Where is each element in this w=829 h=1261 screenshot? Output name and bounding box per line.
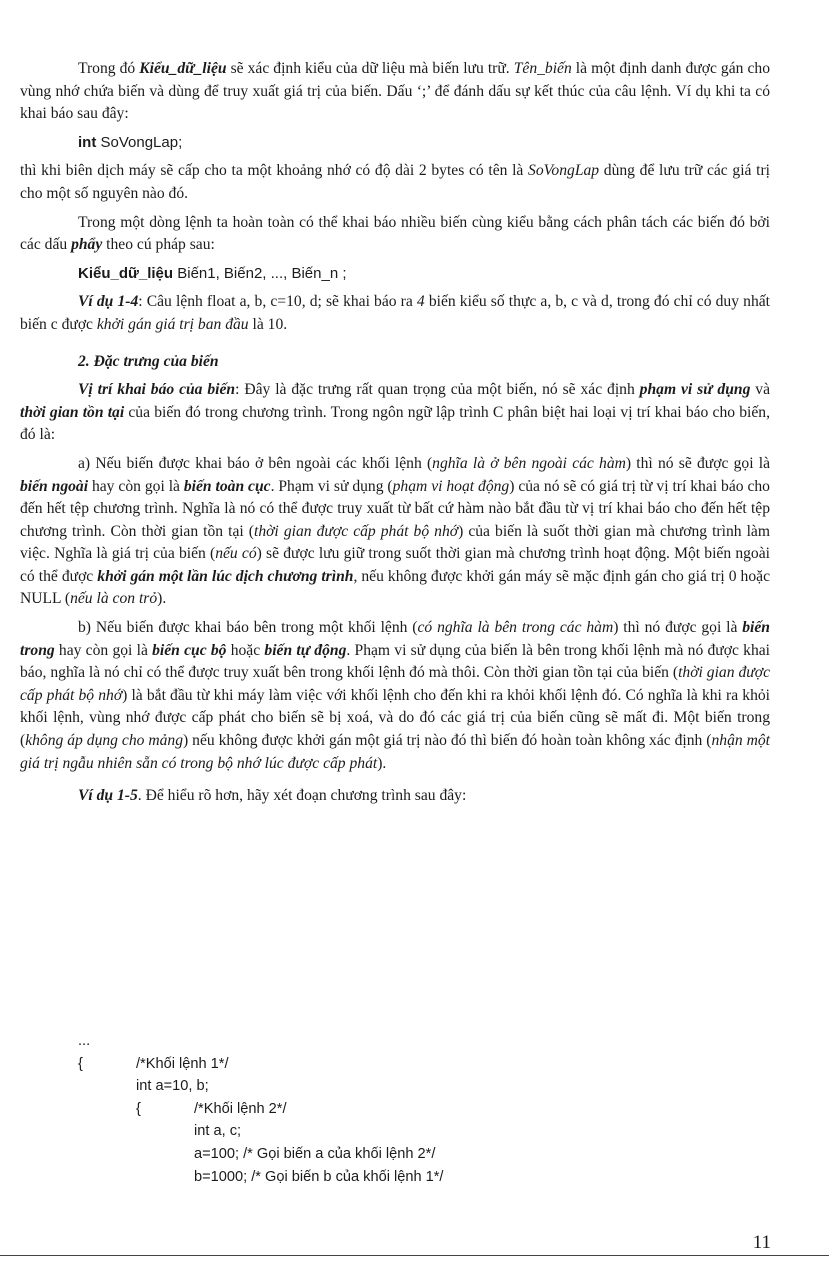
- code-line: b=1000; /* Gọi biến b của khối lệnh 1*/: [194, 1168, 444, 1185]
- code-line: a=100; /* Gọi biến a của khối lệnh 2*/: [194, 1145, 436, 1162]
- section-heading: 2. Đặc trưng của biến: [78, 352, 219, 370]
- paragraph-example-1-5: Ví dụ 1-5. Để hiểu rõ hơn, hãy xét đoạn chương trình sau đây:: [78, 787, 467, 805]
- footer-rule: [0, 1255, 829, 1256]
- code-example-int: int SoVongLap;: [78, 133, 183, 151]
- page-number: 11: [752, 1232, 771, 1253]
- example-label: Ví dụ 1-4: [78, 293, 139, 311]
- paragraph-global-variable: a) Nếu biến được khai báo ở bên ngoài các khối lệnh (nghĩa là ở bên ngoài các hàm) thì nó sẽ được gọi là biến ngoài hay còn gọi là biến toàn cục. Phạm vi sử dụng (phạm vi hoạt động) của nó sẽ có giá trị từ vị trí khai báo cho đến hết tệp chương trình. Nghĩa là nó có thể được truy xuất từ bất cứ hàm nào bắt đầu từ vị trí khai báo cho đến hết tệp chương trình. Còn thời gian tồn tại (thời gian được cấp phát bộ nhớ) của biến là suốt thời gian mà chương trình làm việc. Nghĩa là giá trị của biến (nếu có) sẽ được lưu giữ trong suốt thời gian mà chương trình hoạt động. Một biến ngoài có thể được khởi gán một lần lúc dịch chương trình, nếu không được khởi gán máy sẽ mặc định gán cho giá trị 0 hoặc NULL (nếu là con trỏ).: [20, 454, 770, 608]
- code-line: { /*Khối lệnh 2*/: [136, 1100, 287, 1117]
- paragraph-example-1-4: Ví dụ 1-4: Câu lệnh float a, b, c=10, d; sẽ khai báo ra 4 biến kiểu số thực a, b, c và d, trong đó chỉ có duy nhất biến c được khởi gán giá trị ban đầu là 10.: [20, 293, 770, 333]
- page-body: [20, 58, 770, 808]
- term-kieu-du-lieu: Kiểu_dữ_liệu: [139, 60, 227, 77]
- paragraph-memory-allocation: thì khi biên dịch máy sẽ cấp cho ta một khoảng nhớ có độ dài 2 bytes có tên là SoVongLap dùng để lưu trữ các giá trị cho một số nguyên nào đó.: [20, 162, 770, 202]
- paragraph-multi-declaration: Trong một dòng lệnh ta hoàn toàn có thể khai báo nhiều biến cùng kiểu bằng cách phân tách các biến đó bởi các dấu phẩy theo cú pháp sau:: [20, 213, 770, 254]
- example-label: Ví dụ 1-5: [78, 787, 138, 805]
- paragraph-declaration-position: Vị trí khai báo của biến: Đây là đặc trưng rất quan trọng của một biến, nó sẽ xác định phạm vi sử dụng và thời gian tồn tại của biến đó trong chương trình. Trong ngôn ngữ lập trình C phân biệt hai loại vị trí khai báo cho biến, đó là:: [20, 381, 771, 444]
- code-line: { /*Khối lệnh 1*/: [78, 1055, 229, 1072]
- paragraph-local-variable: b) Nếu biến được khai báo bên trong một khối lệnh (có nghĩa là bên trong các hàm) thì nó được gọi là biến trong hay còn gọi là biến cục bộ hoặc biến tự động. Phạm vi sử dụng của biến là bên trong khối lệnh mà nó được khai báo, nghĩa là nó chỉ có thể được truy xuất bên trong khối lệnh đó mà thôi. Còn thời gian tồn tại của biến (thời gian được cấp phát bộ nhớ) là bắt đầu từ khi máy làm việc với khối lệnh cho đến khi ra khỏi khối lệnh đó. Có nghĩa là khi ra khỏi khối lệnh, vùng nhớ được cấp phát cho biến sẽ bị xoá, và do đó các giá trị của biến cũng sẽ mất đi. Một biến trong (không áp dụng cho mảng) nếu không được khởi gán một giá trị nào đó thì biến đó hoàn toàn không xác định (nhận một giá trị ngẫu nhiên sẵn có trong bộ nhớ lúc được cấp phát).: [20, 619, 771, 772]
- term-ten-bien: Tên_biến: [513, 60, 572, 77]
- code-line: int a=10, b;: [136, 1078, 209, 1095]
- code-listing: [78, 1030, 444, 1188]
- code-line: int a, c;: [194, 1123, 242, 1140]
- code-syntax-multi: Kiểu_dữ_liệu Biến1, Biến2, ..., Biến_n ;: [78, 264, 347, 282]
- code-line: ...: [78, 1033, 91, 1049]
- paragraph-declaration-syntax: Trong đó Kiểu_dữ_liệu sẽ xác định kiểu của dữ liệu mà biến lưu trữ. Tên_biến là một định danh được gán cho vùng nhớ chứa biến và dùng để truy xuất giá trị của biến. Dấu ‘;’ để đánh dấu sự kết thúc của câu lệnh. Ví dụ khi ta có khai báo sau đây:: [20, 60, 770, 123]
